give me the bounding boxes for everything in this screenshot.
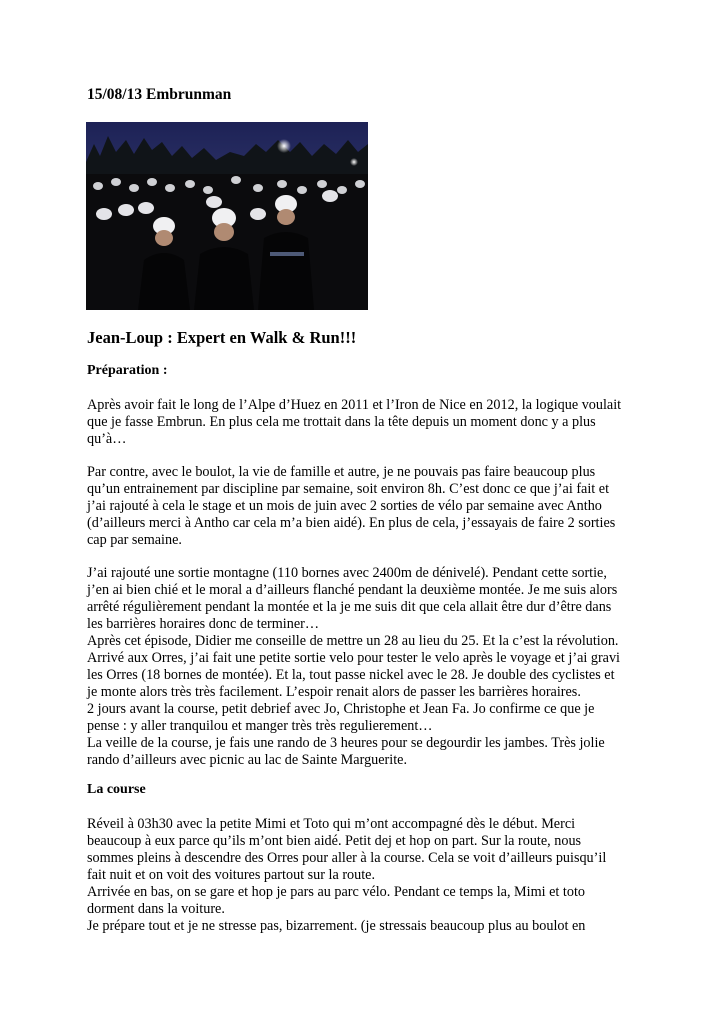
text-line: j’ai rajouté à cela le stage et un mois de juin avec 2 sorties de vélo par semaine avec Antho [87, 498, 602, 514]
text-line: rando d’ailleurs avec picnic au lac de Sainte Marguerite. [87, 752, 408, 768]
text-line: Arrivée en bas, on se gare et hop je pars au parc vélo. Pendant ce temps la, Mimi et toto [87, 884, 585, 900]
section-heading-preparation: Préparation : [87, 363, 168, 378]
text-line: La veille de la course, je fais une rando de 3 heures pour se degourdir les jambes. Très jolie [87, 735, 605, 751]
text-line: qu’un entrainement par discipline par semaine, soit environ 8h. C’est donc ce que j’ai fait et [87, 481, 610, 497]
text-line: qu’à… [87, 431, 127, 447]
text-line: Je prépare tout et je ne stresse pas, bizarrement. (je stressais beaucoup plus au boulot en [87, 918, 586, 934]
text-line: arrêté régulièrement pendant la montée et la je me suis dit que cela allait être dur d’être dans [87, 599, 612, 615]
text-line: Après cet épisode, Didier me conseille de mettre un 28 au lieu du 25. Et la c’est la révolution. [87, 633, 619, 649]
text-line: J’ai rajouté une sortie montagne (110 bornes avec 2400m de dénivelé). Pendant cette sortie, [87, 565, 607, 581]
text-line: 2 jours avant la course, petit debrief avec Jo, Christophe et Jean Fa. Jo confirme ce que je [87, 701, 595, 717]
section-heading-la-course: La course [87, 782, 146, 797]
document-title: 15/08/13 Embrunman [87, 86, 232, 103]
paragraph [87, 816, 647, 935]
swimmers-photo [86, 122, 368, 310]
article-heading: Jean-Loup : Expert en Walk & Run!!! [87, 328, 357, 347]
text-line: les barrières horaires donc de terminer… [87, 616, 320, 632]
text-line: dorment dans la voiture. [87, 901, 225, 917]
text-line: Réveil à 03h30 avec la petite Mimi et Toto qui m’ont accompagné dès le début. Merci [87, 816, 576, 832]
text-line: fait nuit et on voit des voitures partout sur la route. [87, 867, 376, 883]
text-line: beaucoup à eux parce qu’ils m’ont bien aidé. Petit dej et hop on part. Sur la route, nous [87, 833, 582, 849]
text-line: Arrivé aux Orres, j’ai fait une petite sortie velo pour tester le velo après le voyage et j’ai gravi [87, 650, 621, 666]
paragraph [87, 565, 647, 769]
text-line: Par contre, avec le boulot, la vie de famille et autre, je ne pouvais pas faire beaucoup plus [87, 464, 596, 480]
paragraph [87, 464, 647, 549]
text-line: j’en ai bien chié et le moral a d’ailleurs flanché pendant la deuxième montée. Je me suis alors [87, 582, 618, 598]
text-line: sommes pleins à descendre des Orres pour aller à la course. Cela se voit d’ailleurs puisqu’il [87, 850, 607, 866]
text-line: les Orres (18 bornes de montée). Et la, tout passe nickel avec le 28. Je double des cyclistes et [87, 667, 615, 683]
text-line: que je fasse Embrun. En plus cela me trottait dans la tête depuis un moment donc y a plus [87, 414, 596, 430]
text-line: Après avoir fait le long de l’Alpe d’Huez en 2011 et l’Iron de Nice en 2012, la logique voulait [87, 397, 622, 413]
text-line: cap par semaine. [87, 532, 182, 548]
paragraph [87, 397, 647, 448]
text-line: (d’ailleurs merci à Antho car cela m’a bien aidé). En plus de cela, j’essayais de faire 2 sorties [87, 515, 616, 531]
text-line: pense : y aller tranquilou et manger très très regulierement… [87, 718, 433, 734]
text-line: je monte alors très très facilement. L’espoir renait alors de passer les barrières horaires. [87, 684, 581, 700]
